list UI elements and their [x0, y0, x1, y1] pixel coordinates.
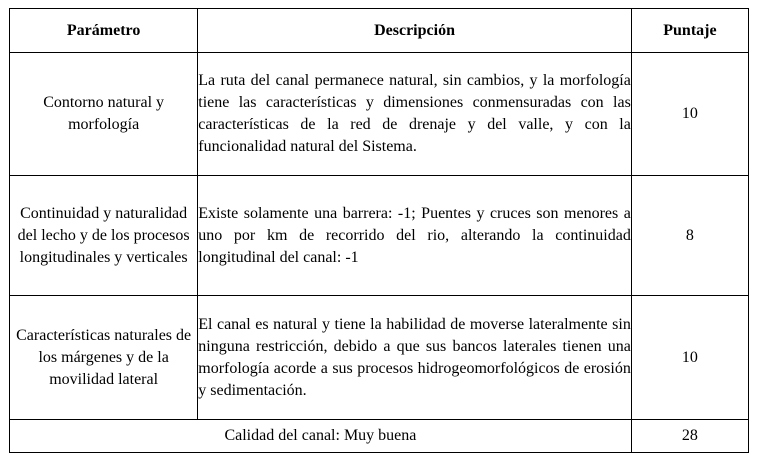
- table-row: [10, 296, 749, 420]
- total-puntaje-cell: 28: [631, 420, 748, 453]
- header-descripcion: Descripción: [198, 9, 632, 53]
- table-row: [10, 176, 749, 296]
- parametro-cell: Continuidad y naturalidad del lecho y de los procesos longitudinales y verticales: [10, 176, 198, 296]
- descripcion-cell: Existe solamente una barrera: -1; Puentes y cruces son menores a uno por km de recorrido del rio, alterando la continuidad longitudinal del canal: -1: [198, 176, 632, 296]
- calidad-canal-cell: Calidad del canal: Muy buena: [10, 420, 632, 453]
- table-row: [10, 53, 749, 176]
- parametro-cell: Contorno natural y morfología: [10, 53, 198, 176]
- parametro-cell: Características naturales de los márgenes y de la movilidad lateral: [10, 296, 198, 420]
- header-parametro: Parámetro: [10, 9, 198, 53]
- puntaje-cell: 8: [631, 176, 748, 296]
- footer-row: [10, 420, 749, 453]
- puntaje-cell: 10: [631, 296, 748, 420]
- evaluation-table: [9, 8, 749, 453]
- descripcion-cell: La ruta del canal permanece natural, sin cambios, y la morfología tiene las características y dimensiones conmensuradas con las características de la red de drenaje y del valle, y con la funcionalidad natural del Sistema.: [198, 53, 632, 176]
- puntaje-cell: 10: [631, 53, 748, 176]
- descripcion-cell: El canal es natural y tiene la habilidad de moverse lateralmente sin ninguna restricción, debido a que sus bancos laterales tienen una morfología acorde a sus procesos hidrogeomorfológicos de erosión y sedimentación.: [198, 296, 632, 420]
- header-puntaje: Puntaje: [631, 9, 748, 53]
- header-row: [10, 9, 749, 53]
